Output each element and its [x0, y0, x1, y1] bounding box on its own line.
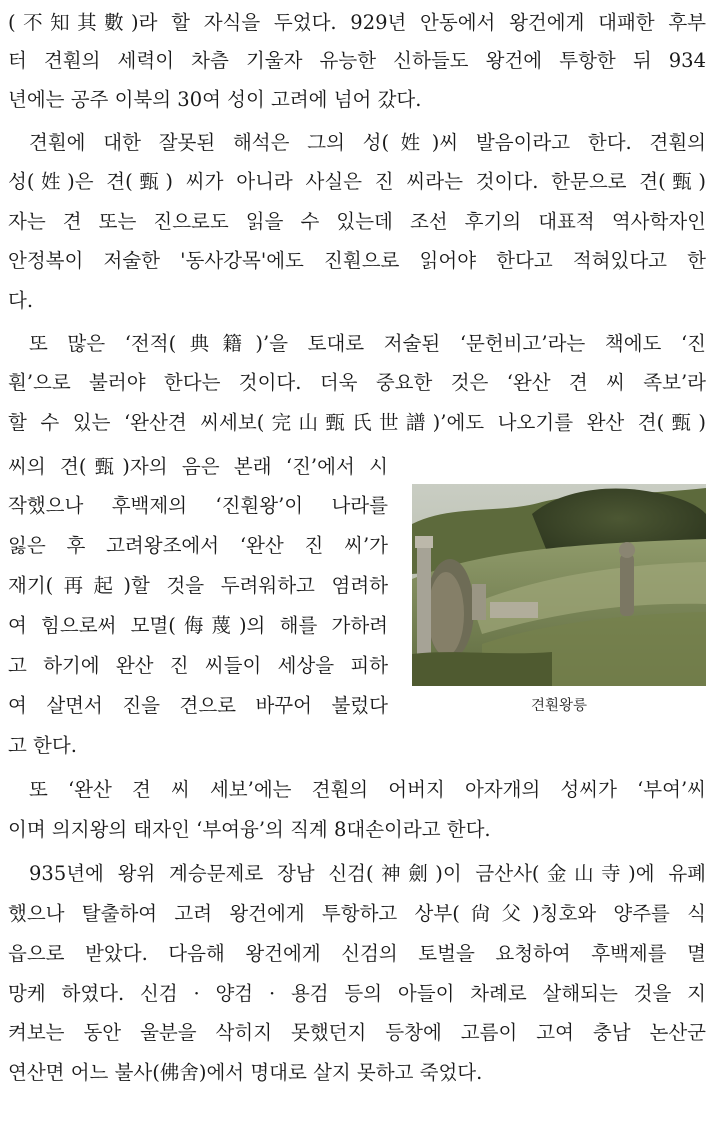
- tomb-photo-illustration: [412, 484, 706, 686]
- paragraph-start-line: 또 많은 ‘전적(典籍)’을 토대로 저술된 ‘문헌비고’라는 책에도 ‘진: [29, 332, 706, 355]
- text-line: 고 하기에 완산 진 씨들이 세상을 피하: [8, 654, 388, 677]
- text-line: 씨의 견(甄)자의 음은 본래 ‘진’에서 시: [8, 455, 388, 478]
- figure: [412, 484, 706, 715]
- text-line: 했으나 탈출하여 고려 왕건에게 투항하고 상부(尙父)칭호와 양주를 식: [8, 902, 706, 925]
- text-line: 켜보는 동안 울분을 삭히지 못했던지 등창에 고름이 고여 충남 논산군: [8, 1021, 706, 1044]
- text-line: 연산면 어느 불사(佛舍)에서 명대로 살지 못하고 죽었다.: [8, 1061, 483, 1084]
- text-line: 다.: [8, 289, 34, 312]
- text-line: 자는 견 또는 진으로도 읽을 수 있는데 조선 후기의 대표적 역사학자인: [8, 210, 706, 233]
- text-line: 망케 하였다. 신검 · 양검 · 용검 등의 아들이 차례로 살해되는 것을 지: [8, 982, 706, 1005]
- text-line: 훤’으로 불러야 한다는 것이다. 더욱 중요한 것은 ‘완산 견 씨 족보’라: [8, 371, 706, 394]
- text-line: 여 살면서 진을 견으로 바꾸어 불렀다: [8, 694, 388, 717]
- figure-caption: 견훤왕릉: [530, 698, 588, 714]
- text-line: 작했으나 후백제의 ‘진훤왕’이 나라를: [8, 494, 388, 517]
- text-line: 안정복이 저술한 '동사강목'에도 진훤으로 읽어야 한다고 적혀있다고 한: [8, 249, 706, 272]
- text-line: 읍으로 받았다. 다음해 왕건에게 신검의 토벌을 요청하여 후백제를 멸: [8, 942, 706, 965]
- paragraph-start-line: 또 ‘완산 견 씨 세보’에는 견훤의 어버지 아자개의 성씨가 ‘부여’씨: [29, 778, 706, 801]
- text-line: 년에는 공주 이북의 30여 성이 고려에 넘어 갔다.: [8, 88, 422, 111]
- text-line: 성(姓)은 견(甄) 씨가 아니라 사실은 진 씨라는 것이다. 한문으로 견(甄): [8, 170, 706, 193]
- paragraph-start-line: 견훤에 대한 잘못된 해석은 그의 성(姓)씨 발음이라고 한다. 견훤의: [29, 131, 706, 154]
- text-line: 이며 의지왕의 태자인 ‘부여융’의 직계 8대손이라고 한다.: [8, 818, 491, 841]
- text-line: 여 힘으로써 모멸(侮蔑)의 해를 가하려: [8, 614, 388, 637]
- text-line: 터 견훤의 세력이 차츰 기울자 유능한 신하들도 왕건에 투항한 뒤 934: [8, 49, 706, 72]
- text-line: 할 수 있는 ‘완산견 씨세보(完山甄氏世譜)’에도 나오기를 완산 견(甄): [8, 411, 706, 434]
- text-line: (不知其數)라 할 자식을 두었다. 929년 안동에서 왕건에게 대패한 후부: [8, 11, 706, 34]
- text-line: 잃은 후 고려왕조에서 ‘완산 진 씨’가: [8, 534, 388, 557]
- tomb-photo: [412, 484, 706, 686]
- text-line: 고 한다.: [8, 734, 77, 757]
- paragraph-start-line: 935년에 왕위 계승문제로 장남 신검(神劍)이 금산사(金山寺)에 유폐: [29, 862, 706, 885]
- text-line: 재기(再起)할 것을 두려워하고 염려하: [8, 574, 388, 597]
